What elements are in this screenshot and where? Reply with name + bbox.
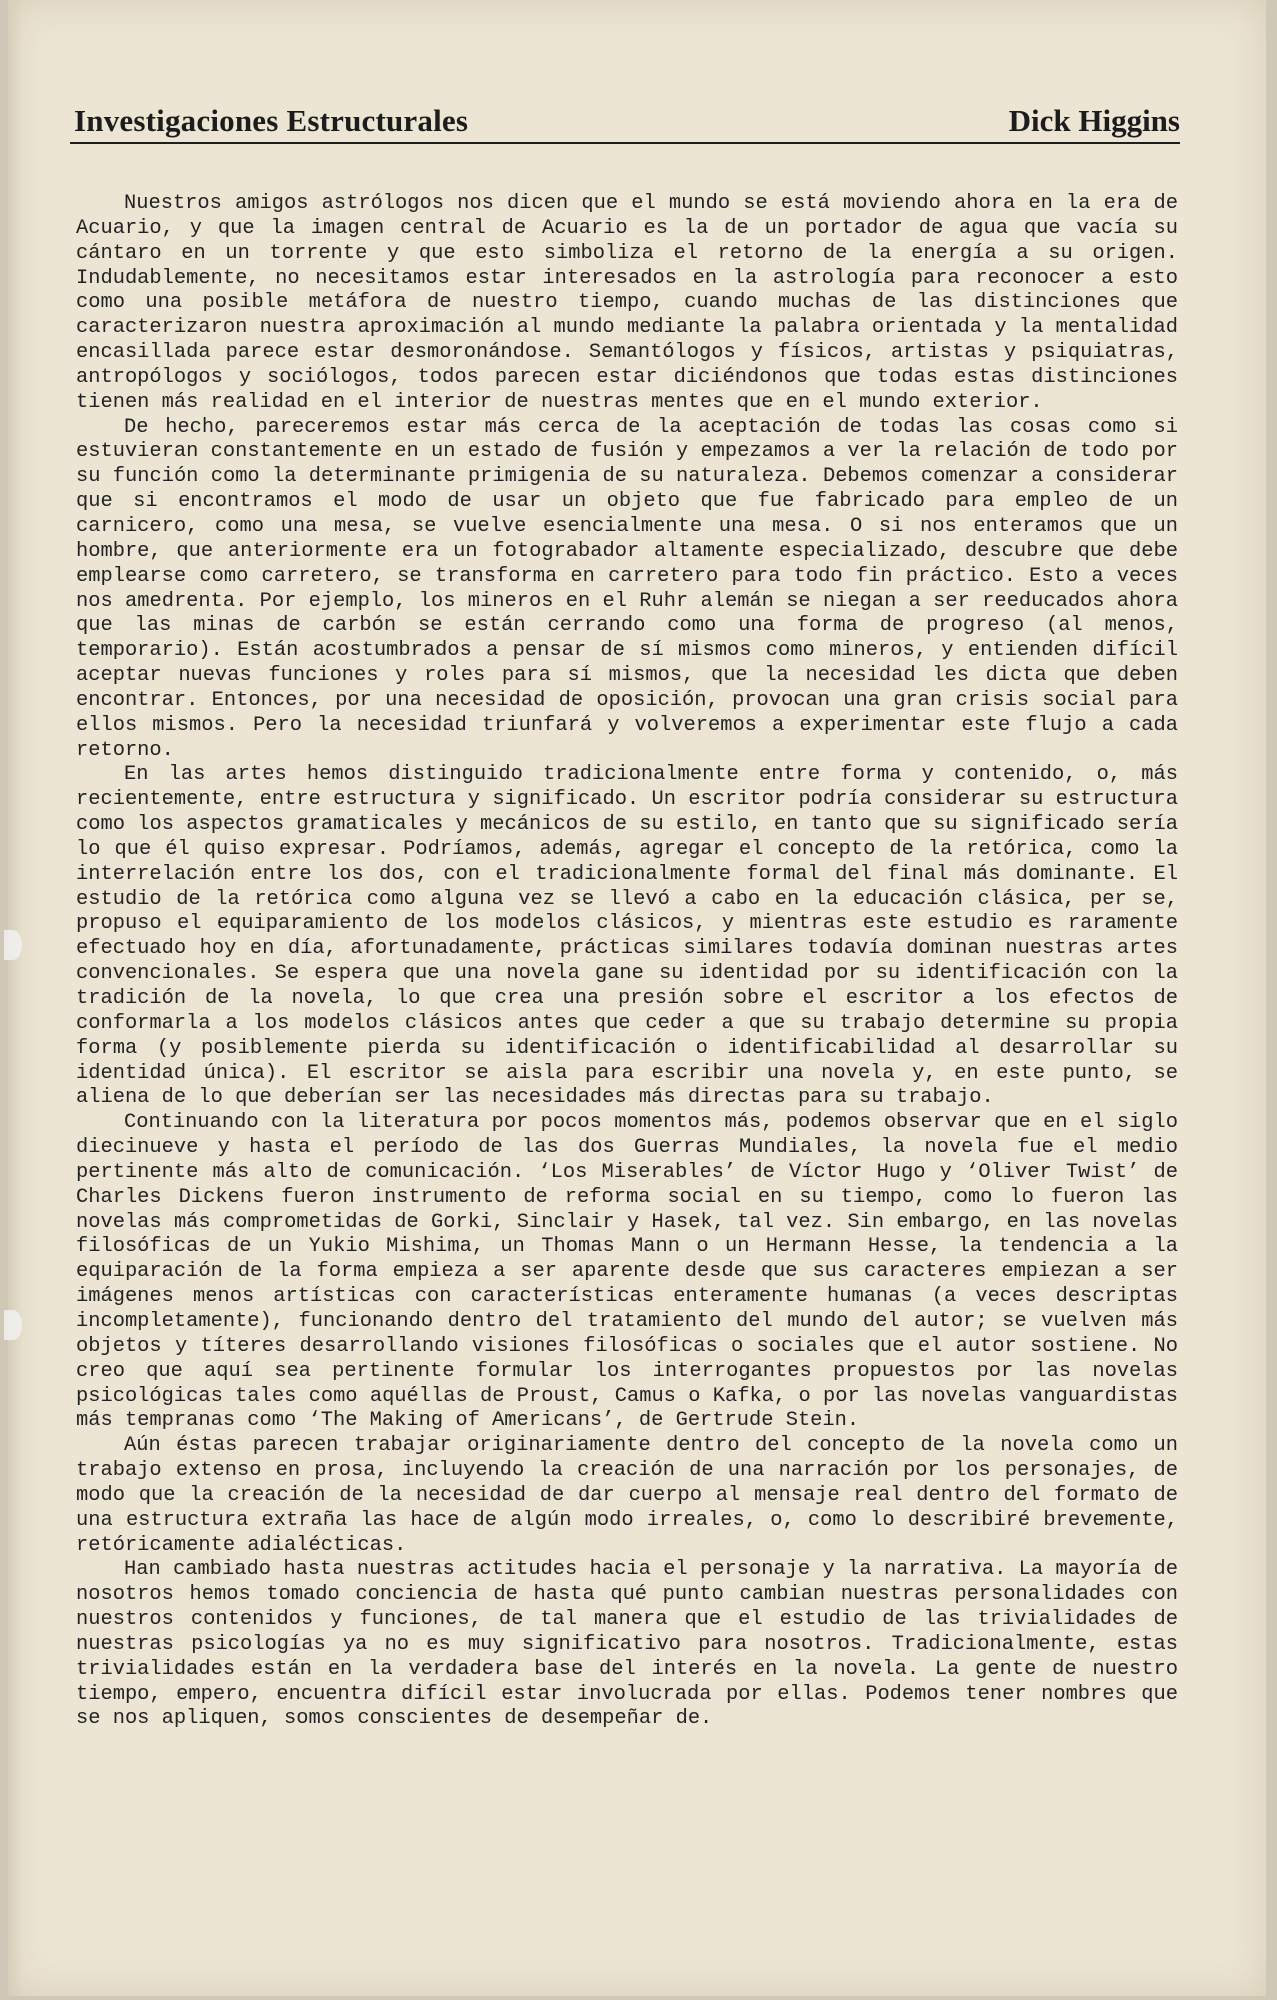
article-body bbox=[76, 192, 1178, 1732]
paragraph: Continuando con la literatura por pocos momentos más, podemos observar que en el siglo diecinueve y hasta el período de las dos Guerras Mundiales, la novela fue el medio pertinente más alto de comunicación. ‘Los Miserables’ de Víctor Hugo y ‘Oliver Twist’ de Charles Dickens fueron instrumento de reforma social en su tiempo, como lo fueron las novelas más comprometidas de Gorki, Sinclair y Hasek, tal vez. Sin embargo, en las novelas filosóficas de un Yukio Mishima, un Thomas Mann o un Hermann Hesse, la tendencia a la equiparación de la forma empieza a ser aparente desde que sus caracteres empiezan a ser imágenes menos artísticas con características enteramente humanas (a veces descriptas incompletamente), funcionando dentro del tratamiento del mundo del autor; se vuelven más objetos y títeres desarrollando visiones filosóficas o sociales que el autor sostiene. No creo que aquí sea pertinente formular los interrogantes propuestos por las novelas psicológicas tales como aquéllas de Proust, Camus o Kafka, o por las novelas vanguardistas más tempranas como ‘The Making of Americans’, de Gertrude Stein. bbox=[76, 1111, 1178, 1433]
paragraph: Nuestros amigos astrólogos nos dicen que el mundo se está moviendo ahora en la era de Acuario, y que la imagen central de Acuario es la de un portador de agua que vacía su cántaro en un torrente y que esto simboliza el retorno de la energía a su origen. Indudablemente, no necesitamos estar interesados en la astrología para reconocer a esto como una posible metáfora de nuestro tiempo, cuando muchas de las distinciones que caracterizaron nuestra aproximación al mundo mediante la palabra orientada y la mentalidad encasillada parece estar desmoronándose. Semantólogos y físicos, artistas y psiquiatras, antropólogos y sociólogos, todos parecen estar diciéndonos que todas estas distinciones tienen más realidad en el interior de nuestras mentes que en el mundo exterior. bbox=[76, 192, 1178, 414]
document-page bbox=[8, 0, 1266, 1996]
punch-hole bbox=[4, 930, 22, 960]
paragraph: Aún éstas parecen trabajar originariamente dentro del concepto de la novela como un trabajo extenso en prosa, incluyendo la creación de una narración por los personajes, de modo que la creación de la necesidad de dar cuerpo al mensaje real dentro del formato de una estructura extraña las hace de algún modo irreales, o, como lo describiré brevemente, retóricamente adialécticas. bbox=[76, 1434, 1178, 1557]
journal-title: Investigaciones Estructurales bbox=[74, 103, 469, 138]
paragraph: En las artes hemos distinguido tradicionalmente entre forma y contenido, o, más recientemente, entre estructura y significado. Un escritor podría considerar su estructura como los aspectos gramaticales y mecánicos de su estilo, en tanto que su significado sería lo que él quiso expresar. Podríamos, además, agregar el concepto de la retórica, como la interrelación entre los dos, con el tradicionalmente formal del final más dominante. El estudio de la retórica como alguna vez se llevó a cabo en la educación clásica, per se, propuso el equiparamiento de los modelos clásicos, y mientras este estudio es raramente efectuado hoy en día, afortunadamente, prácticas similares todavía dominan nuestras artes convencionales. Se espera que una novela gane su identidad por su identificación con la tradición de la novela, lo que crea una presión sobre el escritor a los efectos de conformarla a los modelos clásicos antes que ceder a que su trabajo determine su propia forma (y posiblemente pierda su identificación o identificabilidad al desarrollar su identidad única). El escritor se aisla para escribir una novela y, en este punto, se aliena de lo que deberían ser las necesidades más directas para su trabajo. bbox=[76, 763, 1178, 1110]
paragraph: Han cambiado hasta nuestras actitudes hacia el personaje y la narrativa. La mayoría de nosotros hemos tomado conciencia de hasta qué punto cambian nuestras personalidades con nuestros contenidos y funciones, de tal manera que el estudio de las trivialidades de nuestras psicologías ya no es muy significativo para nosotros. Tradicionalmente, estas trivialidades están en la verdadera base del interés en la novela. La gente de nuestro tiempo, empero, encuentra difícil estar involucrada por ellas. Podemos tener nombres que se nos apliquen, somos conscientes de desempeñar de. bbox=[76, 1558, 1178, 1731]
running-header bbox=[70, 100, 1180, 144]
punch-hole bbox=[4, 1310, 22, 1340]
paragraph: De hecho, pareceremos estar más cerca de la aceptación de todas las cosas como si estuvieran constantemente en un estado de fusión y empezamos a ver la relación de todo por su función como la determinante primigenia de su naturaleza. Debemos comenzar a considerar que si encontramos el modo de usar un objeto que fue fabricado para empleo de un carnicero, como una mesa, se vuelve esencialmente una mesa. O si nos enteramos que un hombre, que anteriormente era un fotograbador altamente especializado, descubre que debe emplearse como carretero, se transforma en carretero para todo fin práctico. Esto a veces nos amedrenta. Por ejemplo, los mineros en el Ruhr alemán se niegan a ser reeducados ahora que las minas de carbón se están cerrando como una forma de progreso (al menos, temporario). Están acostumbrados a pensar de sí mismos como mineros, y entienden difícil aceptar nuevas funciones y roles para sí mismos, que la necesidad les dicta que deben encontrar. Entonces, por una necesidad de oposición, provocan una gran crisis social para ellos mismos. Pero la necesidad triunfará y volveremos a experimentar este flujo a cada retorno. bbox=[76, 415, 1178, 762]
author-name: Dick Higgins bbox=[1008, 103, 1180, 138]
